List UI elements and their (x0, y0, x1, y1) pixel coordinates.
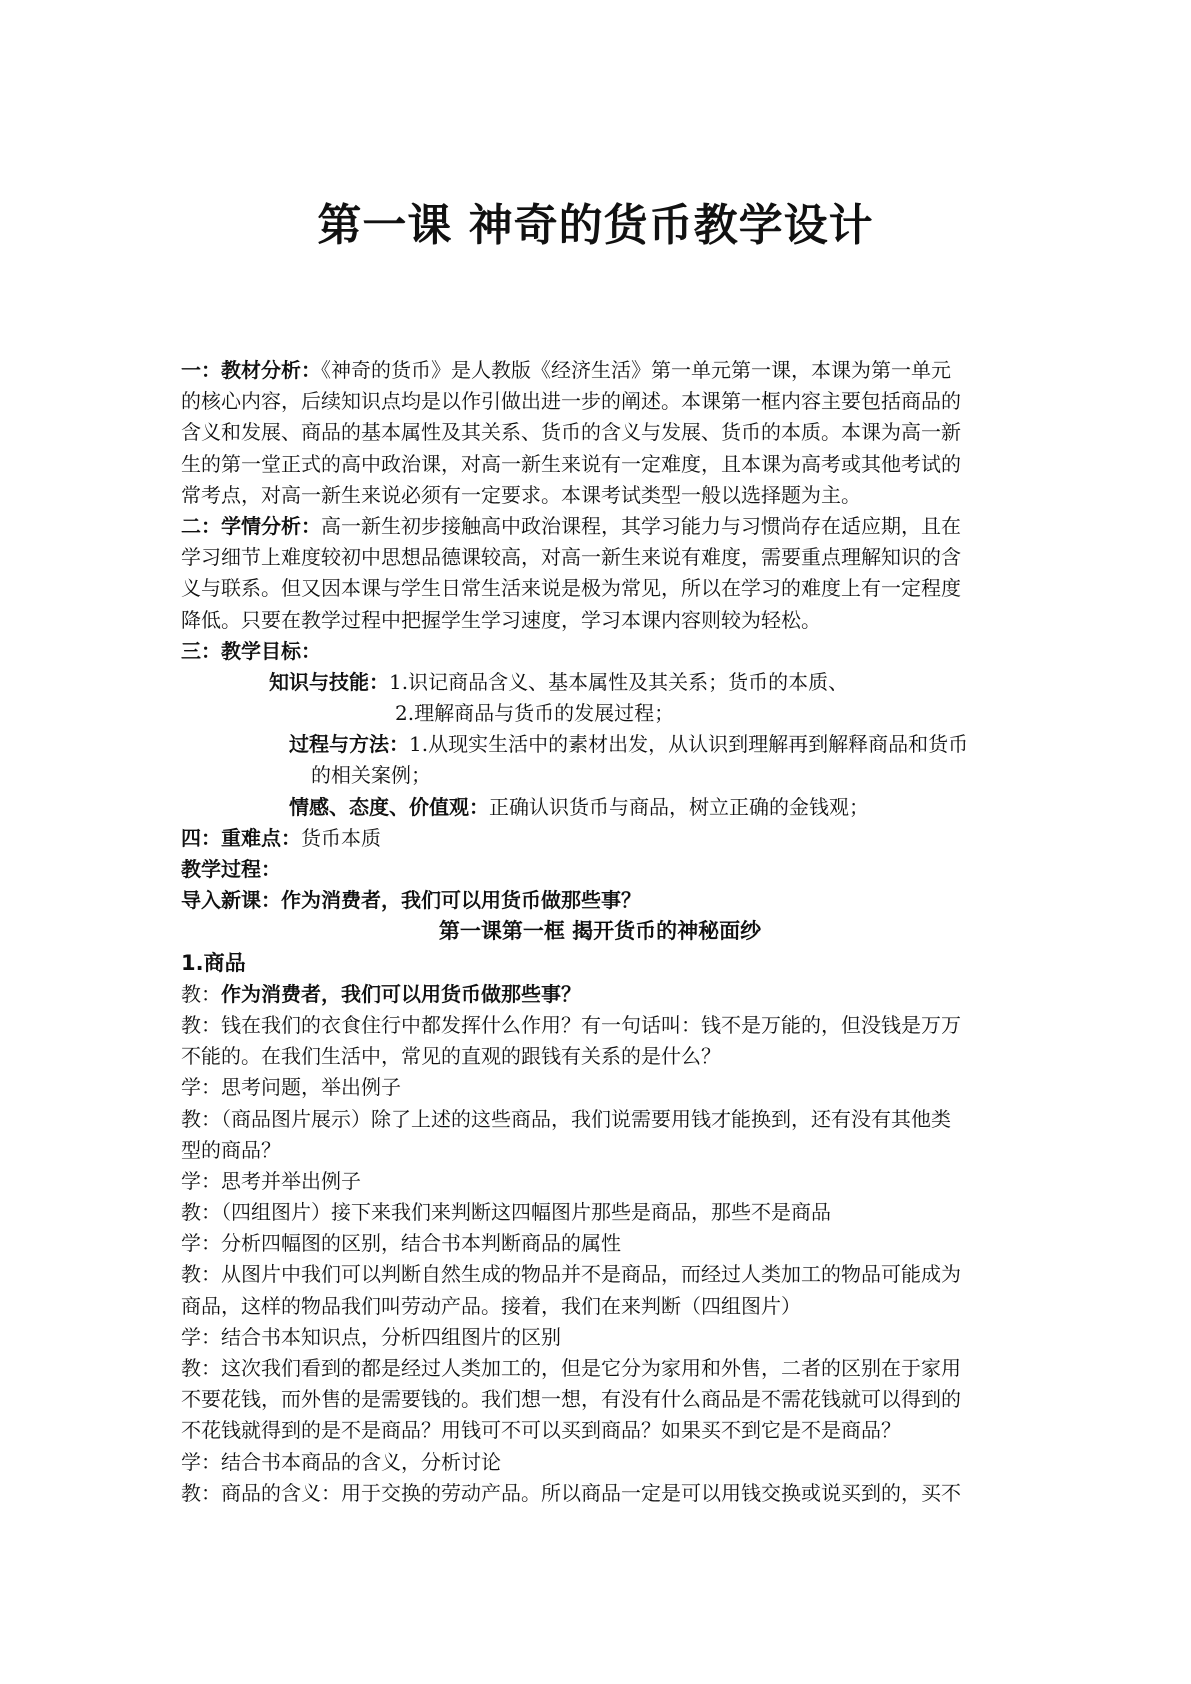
emotion-value-text: 正确认识货币与商品，树立正确的金钱观； (489, 794, 869, 819)
section-1-label: 一：教材分析： (181, 358, 321, 382)
intro-line: 导入新课：作为消费者，我们可以用货币做那些事？ (181, 888, 641, 913)
section-2-line (181, 511, 1019, 542)
dialog-prefix: 教： (181, 981, 221, 1006)
section-1-line (181, 355, 1019, 386)
dialog-line (181, 979, 1019, 1010)
emotion-value-label: 情感、态度、价值观： (289, 794, 489, 819)
section-2-line: 义与联系。但又因本课与学生日常生活来说是极为常见，所以在学习的难度上有一定程度 (181, 576, 961, 601)
dialog-line: 教：（四组图片）接下来我们来判断这四幅图片那些是商品，那些不是商品 (181, 1200, 831, 1225)
section-3-label: 三：教学目标： (181, 638, 321, 663)
dialog-line: 教：这次我们看到的都是经过人类加工的，但是它分为家用和外售，二者的区别在于家用 (181, 1356, 961, 1380)
section-4-label: 四：重难点： (181, 825, 301, 850)
section-1-line: 含义和发展、商品的基本属性及其关系、货币的含义与发展、货币的本质。本课为高一新 (181, 420, 961, 445)
dialog-line: 不能的。在我们生活中，常见的直观的跟钱有关系的是什么？ (181, 1044, 721, 1069)
process-method-line (181, 729, 1019, 760)
document-body (181, 355, 1019, 1509)
dialog-line: 学：结合书本知识点，分析四组图片的区别 (181, 1324, 561, 1349)
dialog-line: 教：从图片中我们可以判断自然生成的物品并不是商品，而经过人类加工的物品可能成为 (181, 1262, 961, 1287)
document-title: 第一课 神奇的货币教学设计 (317, 200, 874, 251)
section-1-line: 的核心内容，后续知识点均是以作引做出进一步的阐述。本课第一框内容主要包括商品的 (181, 389, 961, 414)
dialog-line: 教：（商品图片展示）除了上述的这些商品，我们说需要用钱才能换到，还有没有其他类 (181, 1106, 951, 1131)
section-1-line: 生的第一堂正式的高中政治课，对高一新生来说有一定难度，且本课为高考或其他考试的 (181, 451, 961, 476)
dialog-line: 学：分析四幅图的区别，结合书本判断商品的属性 (181, 1231, 621, 1256)
section-2-label: 二：学情分析： (181, 513, 321, 538)
dialog-line: 学：思考问题，举出例子 (181, 1075, 401, 1100)
dialog-line: 学：结合书本商品的含义，分析讨论 (181, 1449, 501, 1474)
knowledge-skill-line (181, 667, 1019, 698)
dialog-line: 学：思考并举出例子 (181, 1168, 361, 1193)
heading-commodity: 1.商品 (181, 950, 246, 975)
dialog-question: 作为消费者，我们可以用货币做那些事？ (221, 981, 581, 1006)
teaching-process-label: 教学过程： (181, 857, 281, 881)
section-4-text: 货币本质 (301, 825, 381, 850)
section-1-text: 《神奇的货币》是人教版《经济生活》第一单元第一课，本课为第一单元 (321, 358, 951, 382)
dialog-line: 不要花钱，而外售的是需要钱的。我们想一想，有没有什么商品是不需花钱就可以得到的 (181, 1387, 961, 1412)
dialog-line: 教：钱在我们的衣食住行中都发挥什么作用？有一句话叫：钱不是万能的，但没钱是万万 (181, 1012, 961, 1037)
emotion-value-line (181, 792, 1019, 823)
knowledge-skill-label: 知识与技能： (269, 669, 389, 694)
process-method-line-2: 的相关案例； (311, 763, 431, 788)
dialog-line: 教：商品的含义：用于交换的劳动产品。所以商品一定是可以用钱交换或说买到的，买不 (181, 1480, 961, 1505)
dialog-line: 不花钱就得到的是不是商品？用钱可不可以买到商品？如果买不到它是不是商品？ (181, 1418, 901, 1443)
dialog-line: 商品，这样的物品我们叫劳动产品。接着，我们在来判断（四组图片） (181, 1293, 801, 1318)
section-2-text: 高一新生初步接触高中政治课程，其学习能力与习惯尚存在适应期，且在 (321, 513, 961, 538)
process-method-text: 1.从现实生活中的素材出发，从认识到理解再到解释商品和货币 (409, 732, 969, 757)
knowledge-skill-text: 1.识记商品含义、基本属性及其关系；货币的本质、 (389, 669, 849, 694)
section-2-line: 学习细节上难度较初中思想品德课较高，对高一新生来说有难度，需要重点理解知识的含 (181, 545, 961, 570)
section-2-line: 降低。只要在教学过程中把握学生学习速度，学习本课内容则较为轻松。 (181, 607, 821, 632)
lesson-subtitle: 第一课第一框 揭开货币的神秘面纱 (438, 919, 762, 944)
section-4-line (181, 823, 1019, 854)
section-1-line: 常考点，对高一新生来说必须有一定要求。本课考试类型一般以选择题为主。 (181, 482, 861, 507)
knowledge-skill-line-2: 2.理解商品与货币的发展过程； (395, 701, 675, 726)
dialog-line: 型的商品？ (181, 1137, 281, 1162)
process-method-label: 过程与方法： (289, 732, 409, 757)
